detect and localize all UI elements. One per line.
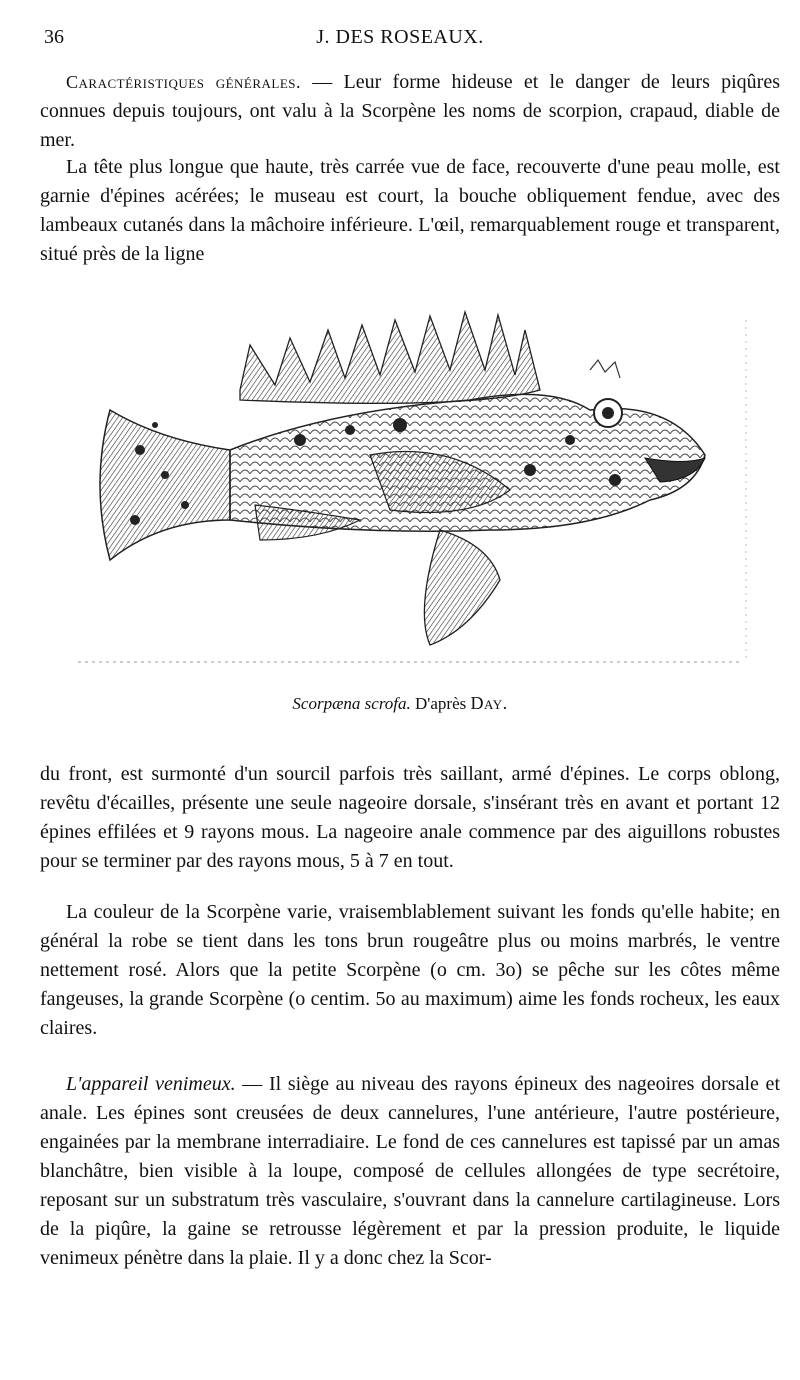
paragraph-venom-apparatus	[40, 1070, 780, 1273]
paragraph-text: Il siège au niveau des rayons épineux des nageoires dorsale et anale. Les épines sont creusées de deux cannelures, l'une antérieure, l'autre postérieure, engainées par la membrane interradiaire. Le fond de ces cannelures est tapissé par un amas blanchâtre, bien visible à la loupe, composé de cellules allongées de type secrétoire, reposant sur un substratum très vasculaire, s'ouvrant dans la cannelure cartilagineuse. Lors de la piqûre, la gaine se retrousse légèrement et par la pression produite, le liquide venimeux pénètre dans la plaie. Il y a donc chez la Scor-	[40, 1073, 780, 1269]
paragraph-text: La tête plus longue que haute, très carrée vue de face, recouverte d'une peau molle, est garnie d'épines acérées; le museau est court, la bouche obliquement fendue, avec des lambeaux cutanés dans la mâchoire inférieure. L'œil, remarquablement rouge et transparent, situé près de la ligne	[40, 156, 780, 265]
dash: —	[301, 71, 344, 93]
dash: —	[235, 1073, 269, 1095]
paragraph-text: La couleur de la Scorpène varie, vraisemblablement suivant les fonds qu'elle habite; en général la robe se tient dans les tons brun rougeâtre plus ou moins marbrés, le ventre nettement rosé. Alors que la petite Scorpène (o cm. 3o) se pêche sur les côtes même fangeuses, la grande Scorpène (o centim. 5o au maximum) aime les fonds rocheux, les eaux claires.	[40, 901, 780, 1039]
fish-illustration	[70, 290, 750, 670]
caption-species: Scorpæna scrofa.	[292, 694, 411, 713]
section-lead: Caractéristiques générales.	[66, 72, 302, 92]
paragraph-body-description	[40, 760, 780, 876]
paragraph-head-description	[40, 153, 780, 269]
caption-connector: D'après	[410, 694, 471, 713]
section-lead: L'appareil venimeux.	[66, 1073, 236, 1095]
figure-caption	[0, 693, 800, 714]
scorpion-fish-engraving	[70, 290, 750, 670]
caption-author: Day.	[470, 693, 508, 713]
running-title: J. DES ROSEAUX.	[316, 26, 484, 48]
paragraph-text: du front, est surmonté d'un sourcil parfois très saillant, armé d'épines. Le corps oblong, revêtu d'écailles, présente une seule nageoire dorsale, s'insérant très en avant et portant 12 épines effilées et 9 rayons mous. La nageoire anale commence par des aiguillons robustes pour se terminer par des rayons mous, 5 à 7 en tout.	[40, 763, 780, 872]
page-header	[44, 26, 756, 56]
paragraph-color-habitat	[40, 898, 780, 1043]
paragraph-general-characteristics	[40, 68, 780, 155]
page-number: 36	[44, 26, 64, 48]
paragraph-text: Leur forme hideuse et le danger de leurs piqûres connues depuis toujours, ont valu à la Scorpène les noms de scorpion, crapaud, diable de mer.	[40, 71, 780, 151]
